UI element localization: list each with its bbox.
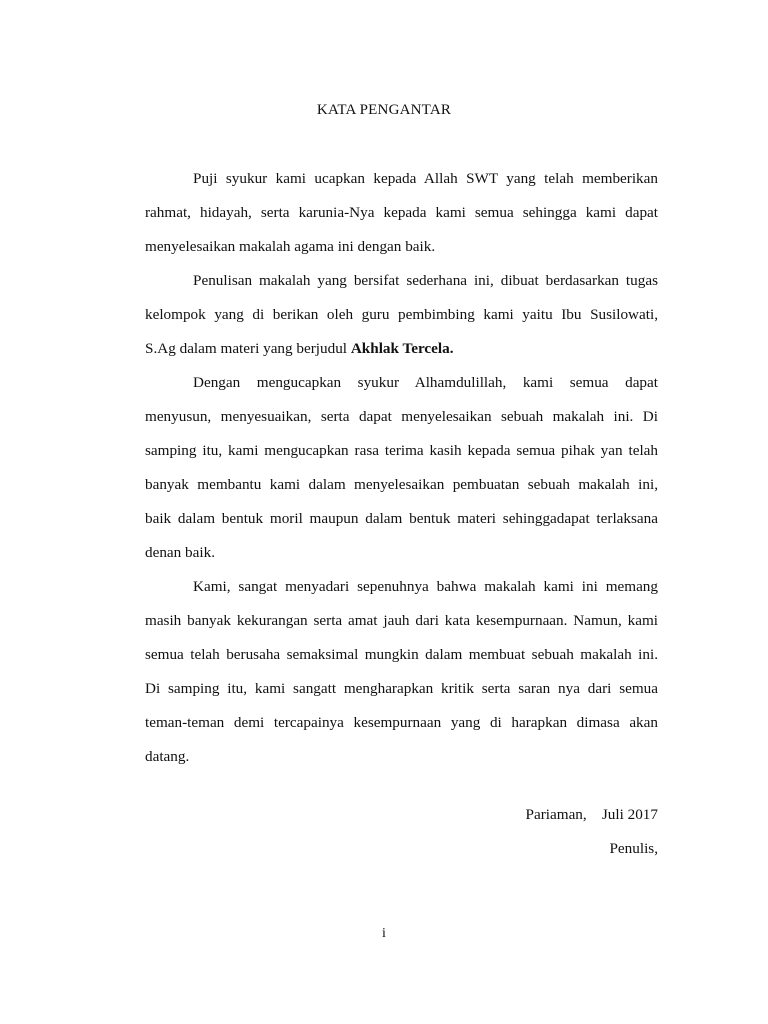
document-body bbox=[145, 162, 658, 774]
paragraph-line: samping itu, kami mengucapkan rasa terima kasih kepada semua pihak yan telah bbox=[145, 442, 658, 459]
paragraph-line-text: S.Ag dalam materi yang berjudul bbox=[145, 340, 351, 357]
paragraph-line: kelompok yang di berikan oleh guru pembimbing kami yaitu Ibu Susilowati, bbox=[145, 306, 658, 323]
page-title: KATA PENGANTAR bbox=[316, 102, 452, 118]
paragraph-line: baik dalam bentuk moril maupun dalam bentuk materi sehinggadapat terlaksana bbox=[145, 510, 658, 527]
paragraph-2 bbox=[145, 264, 658, 366]
paragraph-line: datang. bbox=[145, 748, 190, 765]
page-number: i bbox=[382, 926, 386, 941]
paragraph-line: banyak membantu kami dalam menyelesaikan pembuatan sebuah makalah ini, bbox=[145, 476, 658, 493]
paragraph-line: rahmat, hidayah, serta karunia-Nya kepada kami semua sehingga kami dapat bbox=[145, 204, 658, 221]
paragraph-line: teman-teman demi tercapainya kesempurnaan yang di harapkan dimasa akan bbox=[145, 714, 658, 731]
paragraph-line: masih banyak kekurangan serta amat jauh dari kata kesempurnaan. Namun, kami bbox=[145, 612, 658, 629]
paragraph-line: Kami, sangat menyadari sepenuhnya bahwa makalah kami ini memang bbox=[193, 578, 658, 595]
paragraph-line: menyelesaikan makalah agama ini dengan baik. bbox=[145, 238, 436, 255]
paragraph-line: Dengan mengucapkan syukur Alhamdulillah, kami semua dapat bbox=[193, 374, 658, 391]
paragraph-3 bbox=[145, 366, 658, 570]
place-date: Pariaman, Juli 2017 bbox=[525, 806, 658, 823]
paragraph-line bbox=[145, 332, 658, 366]
paragraph-line: denan baik. bbox=[145, 544, 216, 561]
signature-label: Penulis, bbox=[609, 840, 658, 857]
material-title: Akhlak Tercela. bbox=[350, 340, 454, 357]
paragraph-line: semua telah berusaha semaksimal mungkin dalam membuat sebuah makalah ini. bbox=[145, 646, 658, 663]
paragraph-line: menyusun, menyesuaikan, serta dapat menyelesaikan sebuah makalah ini. Di bbox=[145, 408, 658, 425]
paragraph-4 bbox=[145, 570, 658, 774]
paragraph-line: Penulisan makalah yang bersifat sederhana ini, dibuat berdasarkan tugas bbox=[193, 272, 658, 289]
paragraph-line: Puji syukur kami ucapkan kepada Allah SWT yang telah memberikan bbox=[193, 170, 658, 187]
paragraph-1 bbox=[145, 162, 658, 264]
paragraph-line: Di samping itu, kami sangatt mengharapkan kritik serta saran nya dari semua bbox=[145, 680, 658, 697]
